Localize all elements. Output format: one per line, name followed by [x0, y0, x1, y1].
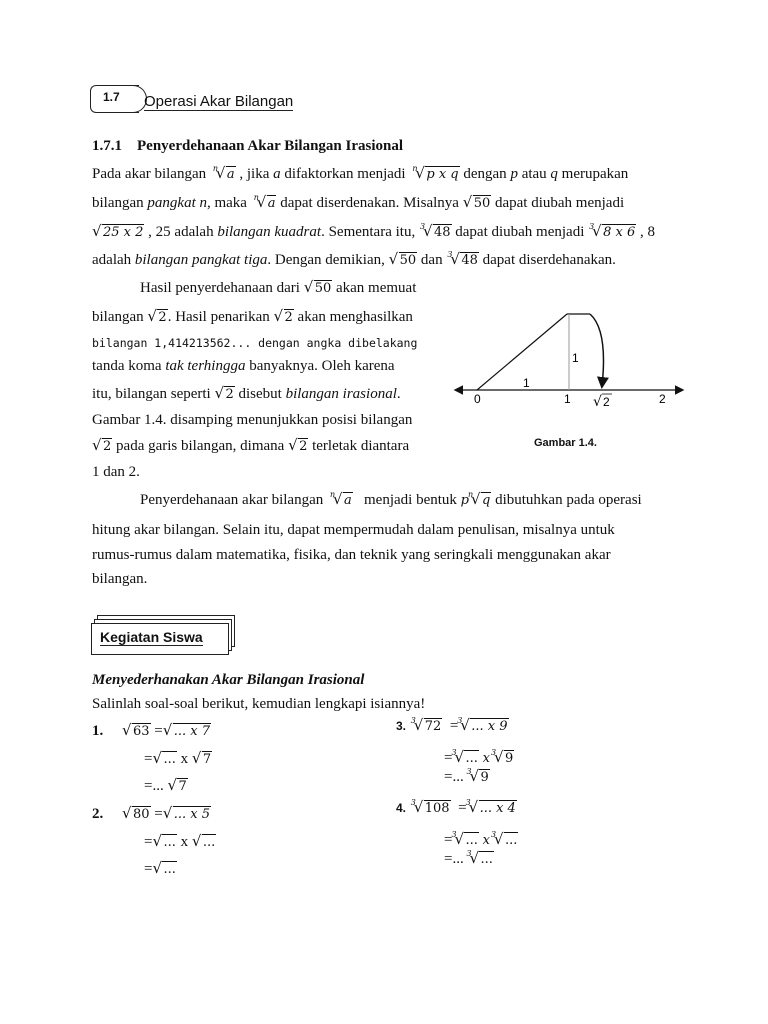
tick-1: 1	[564, 392, 571, 406]
tick-0: 0	[474, 392, 481, 406]
exercise-3-line1: 3. √ 3 72 = √ 3 ... x 9	[396, 716, 509, 737]
para1-line3: √ 25 x 2 , 25 adalah bilangan kuadrat. Sementara itu, √ 3 48 dapat diubah menjadi √ 3 8 x 6 , 8	[92, 222, 655, 243]
para3-line2: hitung akar bilangan. Selain itu, dapat mempermudah dalam penulisan, misalnya untuk	[92, 522, 615, 538]
figure-caption: Gambar 1.4.	[534, 437, 597, 449]
exercise-4-line3: =... √ 3 ...	[444, 849, 494, 870]
para2-line6: Gambar 1.4. disamping menunjukkan posisi bilangan	[92, 412, 413, 428]
para2-line5: itu, bilangan seperti √ 2 disebut bilangan irasional.	[92, 384, 401, 405]
subsection-heading: 1.7.1 Penyerdehanaan Akar Bilangan Irasional	[92, 138, 404, 154]
exercise-1-line3: =... √ 7	[144, 776, 188, 797]
para2-line4: tanda koma tak terhingga banyaknya. Oleh karena	[92, 358, 395, 374]
exercise-2-line2: =√ ... x √ ...	[144, 832, 216, 853]
para3-line4: bilangan.	[92, 571, 148, 587]
exercise-1-line1: 1. √ 63 =√ ... x 7	[92, 721, 211, 742]
para3-line3: rumus-rumus dalam matematika, fisika, dan teknik yang seringkali menggunakan akar	[92, 547, 611, 563]
para2-line1: Hasil penyerdehanaan dari √ 50 akan memuat	[140, 278, 416, 299]
activity-title: Menyederhanakan Akar Bilangan Irasional	[92, 672, 365, 688]
activity-badge: Kegiatan Siswa	[100, 629, 203, 645]
para2-line7: √ 2 pada garis bilangan, dimana √ 2 terletak diantara	[92, 436, 409, 457]
para3-line1: Penyerdehanaan akar bilangan √ n a menjadi bentuk p √ n q dibutuhkan pada operasi	[140, 490, 642, 511]
para2-line3: bilangan 1,414213562... dengan angka dibelakang	[92, 336, 418, 350]
tick-sqrt2: 2	[603, 395, 610, 409]
label-hyp-1: 1	[523, 376, 530, 390]
arc-arrow	[590, 314, 604, 386]
para1-line2: bilangan pangkat n, maka √ n a dapat diserdenakan. Misalnya √ 50 dapat diubah menjadi	[92, 193, 624, 214]
exercise-2-line1: 2. √ 80 =√ ... x 5	[92, 804, 211, 825]
label-vertical-1: 1	[572, 351, 579, 365]
para1-line1: Pada akar bilangan √ n a , jika a difaktorkan menjadi √ n p x q dengan p atau q merupakan	[92, 164, 628, 185]
hypotenuse	[477, 314, 567, 390]
section-number: 1.7	[103, 90, 120, 104]
exercise-2-line3: =√ ...	[144, 859, 177, 880]
exercise-4-line2: = √ 3 ... x √ 3 ...	[444, 830, 518, 851]
para2-line2: bilangan √ 2. Hasil penarikan √ 2 akan menghasilkan	[92, 307, 413, 328]
exercise-4-line1: 4. √ 3 108 = √ 3 ... x 4	[396, 798, 517, 819]
tick-2: 2	[659, 392, 666, 406]
exercise-3-line2: = √ 3 ... x √ 3 9	[444, 748, 514, 769]
exercise-1-line2: =√ ... x √ 7	[144, 749, 212, 770]
activity-instruction: Salinlah soal-soal berikut, kemudian lengkapi isiannya!	[92, 696, 426, 712]
para2-line8: 1 dan 2.	[92, 464, 140, 480]
para1-line4: adalah bilangan pangkat tiga. Dengan demikian, √ 50 dan √ 3 48 dapat diserdehanakan.	[92, 250, 616, 271]
section-title: Operasi Akar Bilangan	[144, 93, 294, 110]
exercise-3-line3: =... √ 3 9	[444, 767, 490, 788]
tick-sqrt2-radical: √	[593, 394, 602, 410]
number-line-figure	[450, 300, 690, 460]
